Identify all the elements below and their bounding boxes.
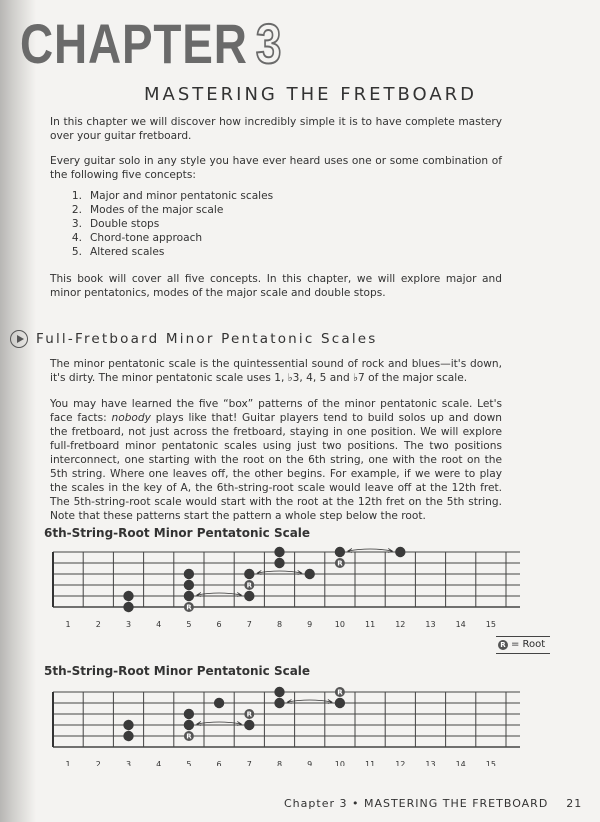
- fret-number: 8: [276, 760, 283, 766]
- footer-running-title: Chapter 3 • MASTERING THE FRETBOARD: [284, 797, 549, 810]
- scale-note-dot: [335, 698, 345, 708]
- fret-number: 1: [65, 620, 71, 628]
- fret-number: 8: [276, 620, 283, 628]
- list-item: 1. Major and minor pentatonic scales: [71, 190, 274, 202]
- fret-number: 2: [95, 620, 101, 628]
- scale-note-dot: [305, 569, 315, 579]
- fret-number: 4: [156, 620, 162, 628]
- scale-note-dot: [274, 687, 284, 697]
- intro-paragraph-3: This book will cover all five concepts. In this chapter, we will explore major and minor pentatonics, modes of the major scale and double stops.: [50, 273, 502, 299]
- fret-number: 4: [156, 760, 162, 766]
- fret-number: 9: [307, 620, 313, 628]
- fret-number: 9: [307, 760, 313, 766]
- root-note-label: R: [186, 603, 192, 612]
- intro-paragraph-1: In this chapter we will discover how incredibly simple it is to have complete mastery over your guitar fretboard.: [50, 116, 502, 142]
- scale-note-dot: [274, 547, 284, 557]
- section-paragraph-1: The minor pentatonic scale is the quintessential sound of rock and blues—it's down, it's dirty. The minor pentatonic scale uses 1, ♭3, 4, 5 and ♭7 of the major scale.: [50, 358, 502, 384]
- root-legend: [496, 636, 550, 654]
- scale-note-dot: [244, 591, 254, 601]
- intro-paragraph-2: Every guitar solo in any style you have ever heard uses one or some combination of the following five concepts:: [50, 155, 502, 181]
- fret-number: 10: [334, 620, 345, 628]
- scale-note-dot: [123, 591, 133, 601]
- fret-number: 11: [365, 620, 376, 628]
- scale-note-dot: [214, 698, 224, 708]
- scale-note-dot: [335, 547, 345, 557]
- fret-number: 14: [455, 760, 466, 766]
- fret-number: 12: [395, 760, 406, 766]
- fret-number: 1: [65, 760, 71, 766]
- scale-note-dot: [244, 569, 254, 579]
- section-heading: [10, 330, 378, 348]
- root-note-label: R: [337, 559, 343, 568]
- list-item: 4. Chord-tone approach: [71, 232, 203, 244]
- fret-number: 13: [425, 760, 436, 766]
- fret-number: 14: [455, 620, 466, 628]
- fret-number: 12: [395, 620, 406, 628]
- section-title: Full-Fretboard Minor Pentatonic Scales: [36, 331, 378, 347]
- scale-note-dot: [123, 602, 133, 612]
- concepts-list: [68, 189, 273, 259]
- diagram-title-5th-string: 5th-String-Root Minor Pentatonic Scale: [44, 664, 311, 678]
- fretboard-diagram-5th-string-root: [0, 680, 600, 766]
- root-note-label: R: [246, 710, 252, 719]
- root-note-label: R: [186, 732, 192, 741]
- scale-note-dot: [184, 720, 194, 730]
- fret-number: 13: [425, 620, 436, 628]
- fret-number: 10: [334, 760, 345, 766]
- list-item: 5. Altered scales: [71, 246, 165, 258]
- scale-note-dot: [184, 709, 194, 719]
- fretboard-diagram-6th-string-root: [0, 542, 600, 628]
- scale-note-dot: [184, 591, 194, 601]
- page-footer: [284, 797, 582, 810]
- chapter-heading: [20, 12, 282, 76]
- fret-number: 15: [485, 620, 496, 628]
- scale-note-dot: [123, 731, 133, 741]
- fret-number: 15: [485, 760, 496, 766]
- root-note-label: R: [246, 581, 252, 590]
- scale-note-dot: [123, 720, 133, 730]
- slide-arrow: [348, 549, 392, 551]
- fret-number: 2: [95, 760, 101, 766]
- play-audio-icon[interactable]: [10, 330, 28, 348]
- fret-number: 11: [365, 760, 376, 766]
- list-item: 3. Double stops: [71, 218, 160, 230]
- chapter-label: CHAPTER: [20, 12, 248, 75]
- fret-number: 7: [246, 760, 252, 766]
- root-note-label: R: [337, 688, 343, 697]
- scale-note-dot: [395, 547, 405, 557]
- diagram-title-6th-string: 6th-String-Root Minor Pentatonic Scale: [44, 526, 311, 540]
- page-number: 21: [566, 797, 583, 810]
- scale-note-dot: [184, 580, 194, 590]
- root-legend-label: = Root: [511, 639, 546, 650]
- fret-number: 5: [186, 760, 192, 766]
- scale-note-dot: [274, 698, 284, 708]
- fret-number: 7: [246, 620, 252, 628]
- chapter-number: 3: [255, 12, 283, 75]
- list-item: 2. Modes of the major scale: [71, 204, 224, 216]
- chapter-subtitle: MASTERING THE FRETBOARD: [144, 84, 478, 105]
- scale-note-dot: [274, 558, 284, 568]
- fret-number: 6: [216, 760, 222, 766]
- fret-number: 5: [186, 620, 192, 628]
- root-symbol: R: [498, 640, 508, 650]
- scale-note-dot: [184, 569, 194, 579]
- section-paragraph-2: You may have learned the five “box” patterns of the minor pentatonic scale. Let's face facts: nobody plays like that! Guitar players tend to build solos up and down the fretboard, not just across the fretboard, staying in one position. We will explore full-fretboard minor pentatonic scales using just two positions. The two positions interconnect, one starting with the root on the 6th string, one with the root on the 5th string. Where one leaves off, the other begins. For example, if we were to play the scales in the key of A, the 6th-string-root scale would leave off at the 12th fret. The 5th-string-root scale would start with the root at the 12th fret on the 5th string. Note that these patterns start the pattern a whole step below the root.: [50, 398, 502, 522]
- emphasis-nobody: nobody: [111, 412, 151, 424]
- fret-number: 6: [216, 620, 222, 628]
- fret-number: 3: [125, 620, 132, 628]
- scale-note-dot: [244, 720, 254, 730]
- fret-number: 3: [125, 760, 132, 766]
